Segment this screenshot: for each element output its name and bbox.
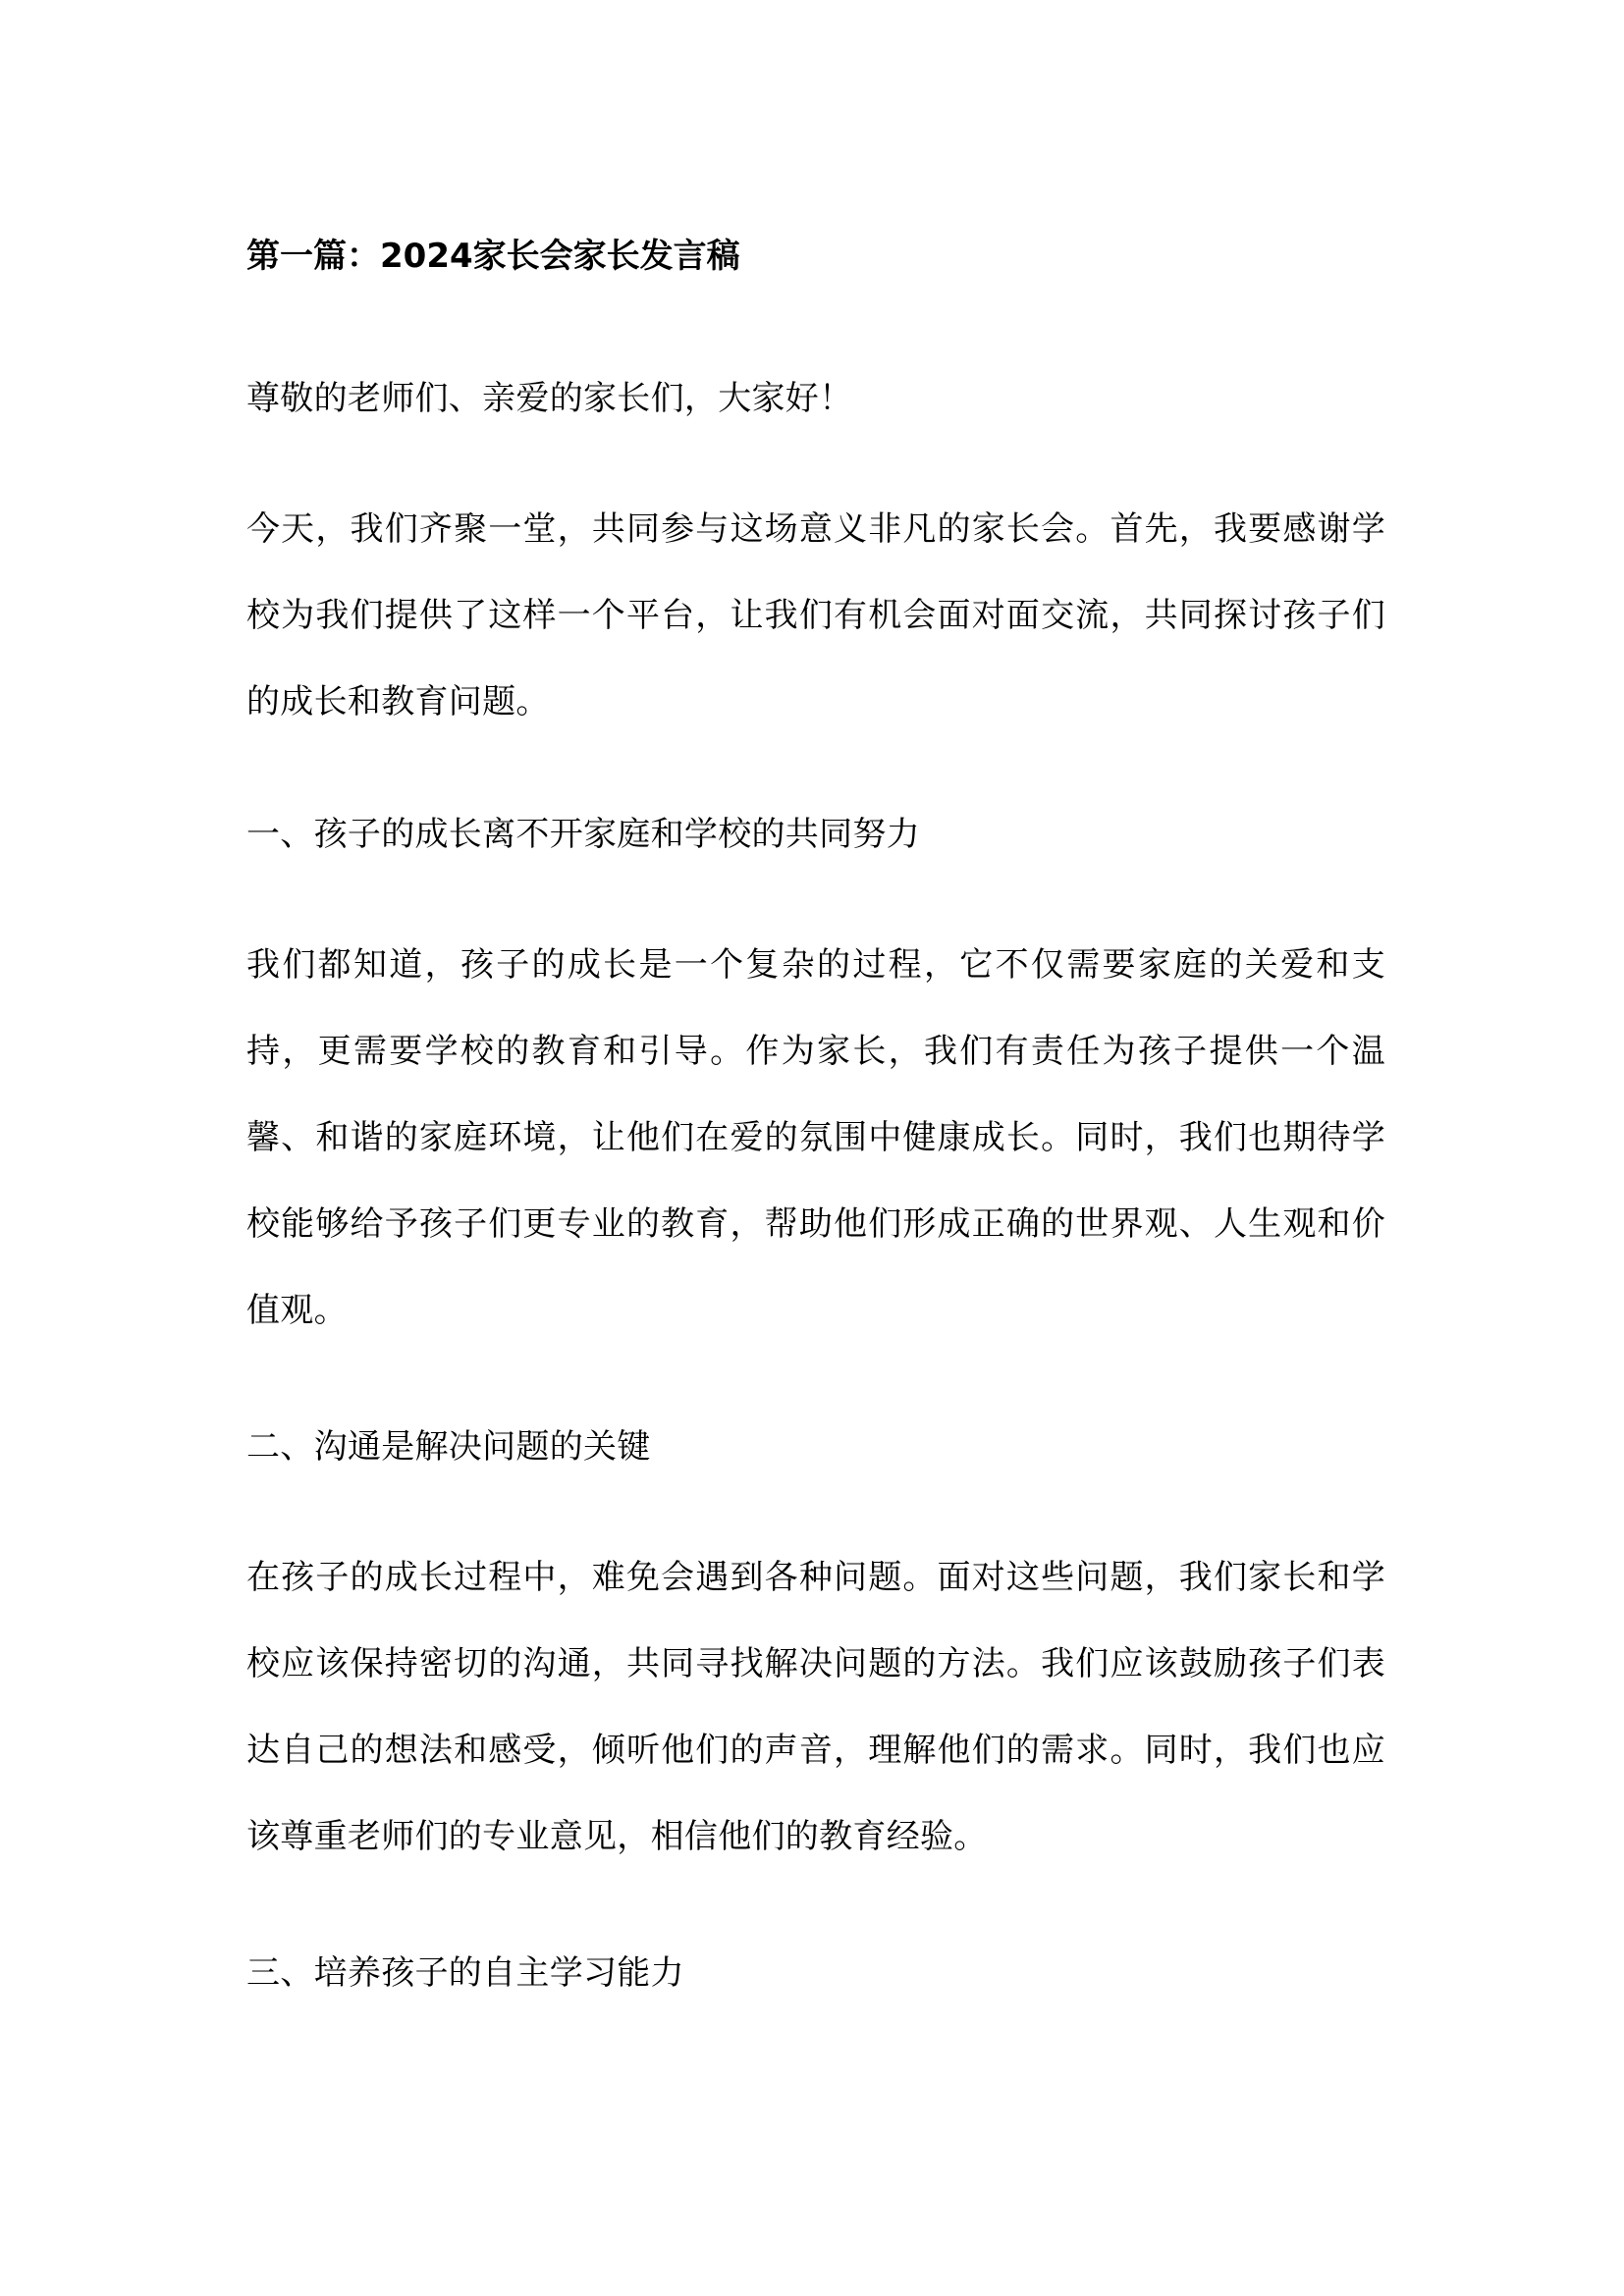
document-title: 第一篇：2024家长会家长发言稿 [246,237,740,276]
intro-paragraph: 今天，我们齐聚一堂，共同参与这场意义非凡的家长会。首先，我要感谢学校为我们提供了这样一个平台，让我们有机会面对面交流，共同探讨孩子们的成长和教育问题。 [246,509,1385,721]
section-3-heading: 三、培养孩子的自主学习能力 [246,1953,684,1993]
section-2-heading: 二、沟通是解决问题的关键 [246,1427,651,1467]
section-1-paragraph: 我们都知道，孩子的成长是一个复杂的过程，它不仅需要家庭的关爱和支持，更需要学校的教育和引导。作为家长，我们有责任为孩子提供一个温馨、和谐的家庭环境，让他们在爱的氛围中健康成长。同时，我们也期待学校能够给予孩子们更专业的教育，帮助他们形成正确的世界观、人生观和价值观。 [246,945,1385,1330]
section-1-heading: 一、孩子的成长离不开家庭和学校的共同努力 [246,815,920,854]
greeting: 尊敬的老师们、亲爱的家长们，大家好！ [246,379,853,418]
section-2-paragraph: 在孩子的成长过程中，难免会遇到各种问题。面对这些问题，我们家长和学校应该保持密切的沟通，共同寻找解决问题的方法。我们应该鼓励孩子们表达自己的想法和感受，倾听他们的声音，理解他们的需求。同时，我们也应该尊重老师们的专业意见，相信他们的教育经验。 [246,1558,1385,1856]
